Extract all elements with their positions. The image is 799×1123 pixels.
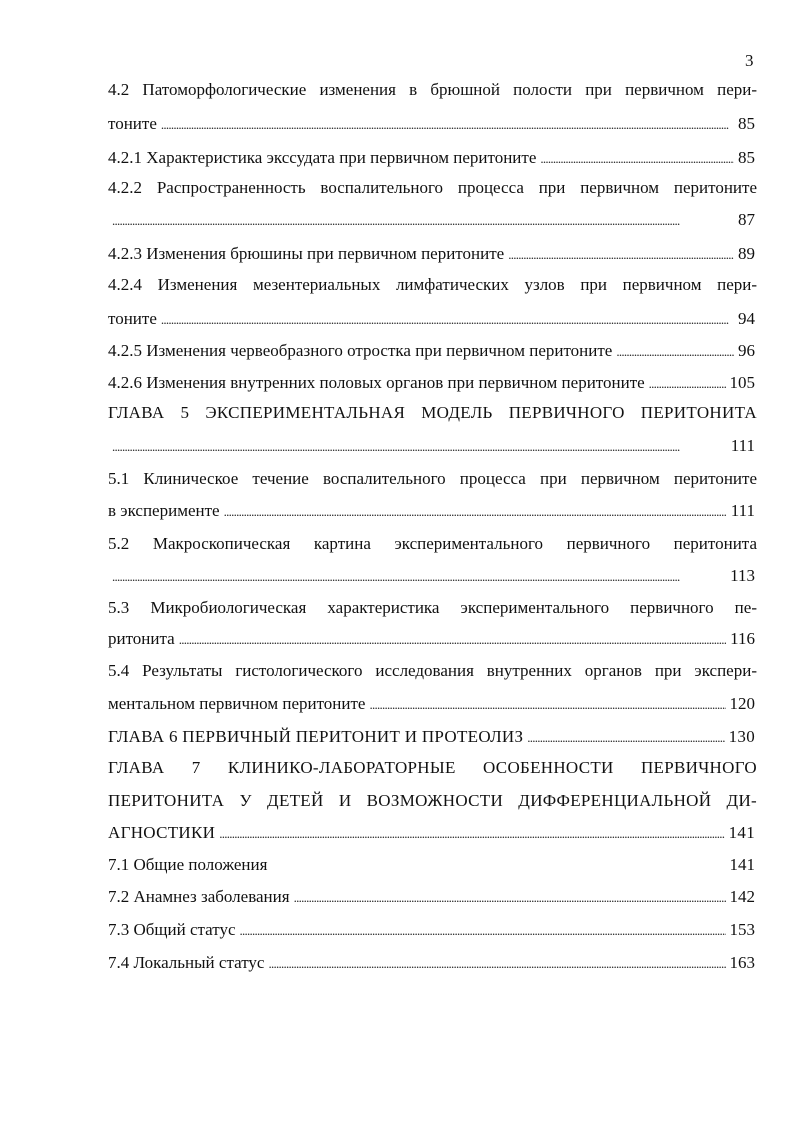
toc-page-number: 111: [730, 436, 755, 455]
toc-page-number: 111: [730, 501, 755, 520]
toc-entry: [108, 564, 757, 588]
toc-page-number: 85: [738, 148, 755, 167]
toc-page-number: 153: [729, 920, 755, 939]
toc-page-number: 105: [729, 373, 755, 392]
page-number: 3: [745, 51, 754, 70]
toc-page-number: 142: [729, 887, 755, 906]
toc-entry: 4.2.5 Изменения червеобразного отростка при первичном перитоните . . . 96: [108, 339, 757, 363]
toc-page-number: 163: [729, 953, 755, 972]
toc-entry: [108, 208, 757, 232]
toc-page-number: 113: [730, 566, 755, 585]
toc-entry: 4.2.4 Изменения мезентериальных лимфатических узлов при первичном пери-: [108, 275, 757, 294]
toc-chapter-entry: ГЛАВА 6 ПЕРВИЧНЫЙ ПЕРИТОНИТ И ПРОТЕОЛИЗ . . . 130: [108, 725, 757, 749]
toc-entry: 4.2.3 Изменения брюшины при первичном перитоните . . . 89: [108, 242, 757, 266]
toc-entry: 4.2 Патоморфологические изменения в брюшной полости при первичном пери-: [108, 80, 757, 99]
toc-entry: 4.2.2 Распространенность воспалительного процесса при первичном перитоните: [108, 178, 757, 197]
toc-page-number: 85: [738, 114, 755, 133]
toc-entry: 7.1 Общие положения 141: [108, 853, 757, 877]
toc-entry: в эксперименте . . . 111: [108, 499, 757, 523]
toc-entry: ритонита . . . 116: [108, 627, 757, 651]
toc-entry: 7.3 Общий статус . . . 153: [108, 918, 757, 942]
toc-page-number: 94: [738, 309, 755, 328]
toc-entry: ментальном первичном перитоните . . . 120: [108, 692, 757, 716]
toc-entry: 7.4 Локальный статус . . . 163: [108, 951, 757, 975]
toc-page-number: 89: [738, 244, 755, 263]
toc-entry: 5.2 Макроскопическая картина экспериментального первичного перитонита: [108, 534, 757, 553]
toc-page-number: 116: [730, 629, 755, 648]
toc-page-number: 130: [728, 727, 755, 746]
toc-entry: 4.2.6 Изменения внутренних половых органов при первичном перитоните . . . 105: [108, 371, 757, 395]
toc-page-number: 141: [728, 823, 755, 842]
toc-chapter-entry: ГЛАВА 7 КЛИНИКО-ЛАБОРАТОРНЫЕ ОСОБЕННОСТИ ПЕРВИЧНОГО: [108, 758, 757, 777]
toc-entry: 5.3 Микробиологическая характеристика экспериментального первичного пе-: [108, 598, 757, 617]
toc-entry: тоните . . . 85: [108, 112, 757, 136]
toc-page-number: 87: [738, 210, 755, 229]
toc-chapter-entry: АГНОСТИКИ . . . 141: [108, 821, 757, 845]
toc-page-number: 96: [738, 341, 755, 360]
toc-entry: 4.2.1 Характеристика экссудата при первичном перитоните . . . 85: [108, 146, 757, 170]
toc-entry: 5.4 Результаты гистологического исследования внутренних органов при экспери-: [108, 661, 757, 680]
toc-chapter-entry: ГЛАВА 5 ЭКСПЕРИМЕНТАЛЬНАЯ МОДЕЛЬ ПЕРВИЧНОГО ПЕРИТОНИТА: [108, 403, 757, 422]
toc-page-number: 141: [729, 855, 755, 874]
toc-entry: тоните . . . 94: [108, 307, 757, 331]
toc-entry: 7.2 Анамнез заболевания . . . 142: [108, 885, 757, 909]
toc-entry: [108, 434, 757, 458]
toc-entry: 5.1 Клиническое течение воспалительного процесса при первичном перитоните: [108, 469, 757, 488]
toc-page-number: 120: [729, 694, 755, 713]
toc-chapter-entry: ПЕРИТОНИТА У ДЕТЕЙ И ВОЗМОЖНОСТИ ДИФФЕРЕНЦИАЛЬНОЙ ДИ-: [108, 791, 757, 810]
